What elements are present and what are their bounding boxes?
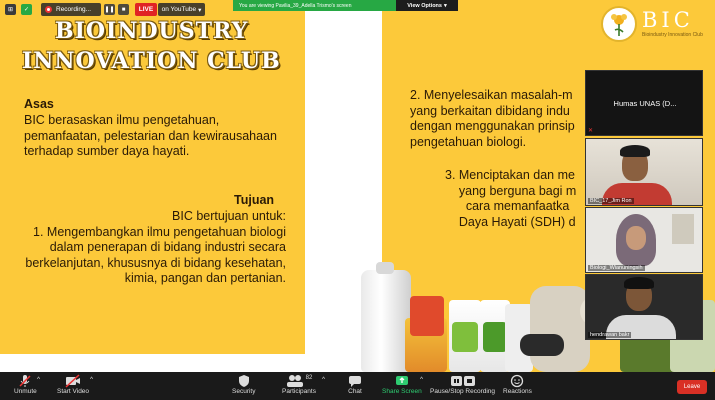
participants-button[interactable]: [282, 374, 316, 395]
meeting-controls-bar: [0, 372, 715, 400]
start-video-button[interactable]: [57, 374, 89, 395]
participant-tile[interactable]: [585, 274, 703, 340]
video-off-icon: [65, 374, 81, 388]
audio-options-caret[interactable]: ^: [37, 376, 41, 383]
participants-label: Participants: [282, 388, 316, 395]
video-options-caret[interactable]: ^: [90, 376, 94, 383]
chat-label: Chat: [348, 388, 362, 395]
security-button[interactable]: [232, 374, 255, 395]
smiley-icon: [510, 374, 524, 388]
participants-options-caret[interactable]: ^: [322, 376, 326, 383]
right-point-3: 3. Menciptakan dan me yang berguna bagi m cara memanfaatka Daya Hayati (SDH) d: [445, 168, 577, 229]
pause-stop-recording-button[interactable]: [430, 374, 495, 395]
slide-title-line1: BIOINDUSTRY: [55, 18, 249, 44]
chevron-down-icon: ▾: [443, 2, 447, 9]
start-video-label: Start Video: [57, 388, 90, 395]
leave-button[interactable]: Leave: [677, 380, 707, 394]
unmute-button[interactable]: [14, 374, 37, 395]
grid-icon[interactable]: ⊞: [5, 3, 16, 16]
record-dot-icon: [45, 6, 52, 13]
muted-mic-icon: [18, 374, 32, 388]
share-screen-label: Share Screen: [382, 388, 422, 395]
tujuan-heading: Tujuan: [234, 193, 275, 207]
security-label: Security: [232, 388, 256, 395]
share-options-caret[interactable]: ^: [420, 376, 424, 383]
chat-icon: [348, 374, 362, 388]
participant-tile[interactable]: [585, 207, 703, 273]
participant-name: BIC_17_Jim Ron: [590, 198, 632, 204]
shield-icon: [238, 374, 250, 388]
recording-label: Recording...: [56, 6, 92, 13]
participant-name: Biologi_Wianuningsih: [590, 265, 643, 271]
view-options-label: View Options: [407, 2, 442, 9]
participant-tile[interactable]: [585, 138, 703, 206]
reactions-label: Reactions: [503, 388, 532, 395]
participant-name: hendrawan bakr: [590, 332, 630, 338]
slide-title-line2: INNOVATION CLUB: [22, 48, 281, 74]
avatar-face: [626, 226, 646, 250]
avatar-hair: [624, 277, 654, 289]
participant-name: Humas UNAS (D...: [613, 99, 677, 108]
youtube-label: on YouTube: [161, 6, 197, 13]
people-icon: [286, 374, 313, 388]
chevron-down-icon: ▾: [198, 6, 202, 14]
muted-mic-icon: ✕: [588, 128, 594, 134]
pause-recording-button[interactable]: ❚❚: [104, 3, 115, 16]
right-point-2: 2. Menyelesaikan masalah-m yang berkaitan dibidang indu dengan menggunakan prinsip pengetahuan biologi.: [410, 88, 575, 149]
asas-body: BIC berasaskan ilmu pengetahuan, pemanfaatan, pelestarian dan kewirausahaan terhadap sumber daya hayati.: [24, 113, 277, 158]
share-screen-icon: [395, 374, 409, 388]
pause-stop-recording-label: Pause/Stop Recording: [430, 388, 496, 395]
youtube-stream-button[interactable]: [158, 3, 205, 16]
live-badge[interactable]: LIVE: [135, 3, 157, 16]
chat-button[interactable]: [348, 374, 362, 395]
logo-subtitle: Bioindustry Innovation Club: [642, 32, 703, 38]
logo-text: BIC: [642, 8, 694, 32]
participants-count: 82: [305, 375, 313, 381]
avatar-hair: [620, 145, 650, 157]
unmute-label: Unmute: [14, 388, 37, 395]
view-options-button[interactable]: [396, 0, 458, 11]
viewing-text: You are viewing Pavilia_39_Adella Trismo's screen: [239, 2, 352, 9]
stop-recording-button[interactable]: ■: [118, 3, 129, 16]
share-screen-button[interactable]: [382, 374, 422, 395]
asas-heading: Asas: [24, 97, 54, 111]
participant-tile[interactable]: [585, 70, 703, 136]
reactions-button[interactable]: [503, 374, 532, 395]
bic-logo-icon: [601, 6, 637, 42]
recording-indicator: [41, 3, 101, 16]
viewing-banner: [233, 0, 458, 11]
recording-controls-icon: [450, 374, 476, 388]
background-frame: [672, 214, 694, 244]
tujuan-body: BIC bertujuan untuk: 1. Mengembangkan ilmu pengetahuan biologi dalam penerapan di bidang industri secara berkelanjutan, khususnya di bidang kesehatan, kimia, pangan dan pertanian.: [25, 209, 286, 285]
shield-icon[interactable]: ✓: [21, 3, 32, 16]
